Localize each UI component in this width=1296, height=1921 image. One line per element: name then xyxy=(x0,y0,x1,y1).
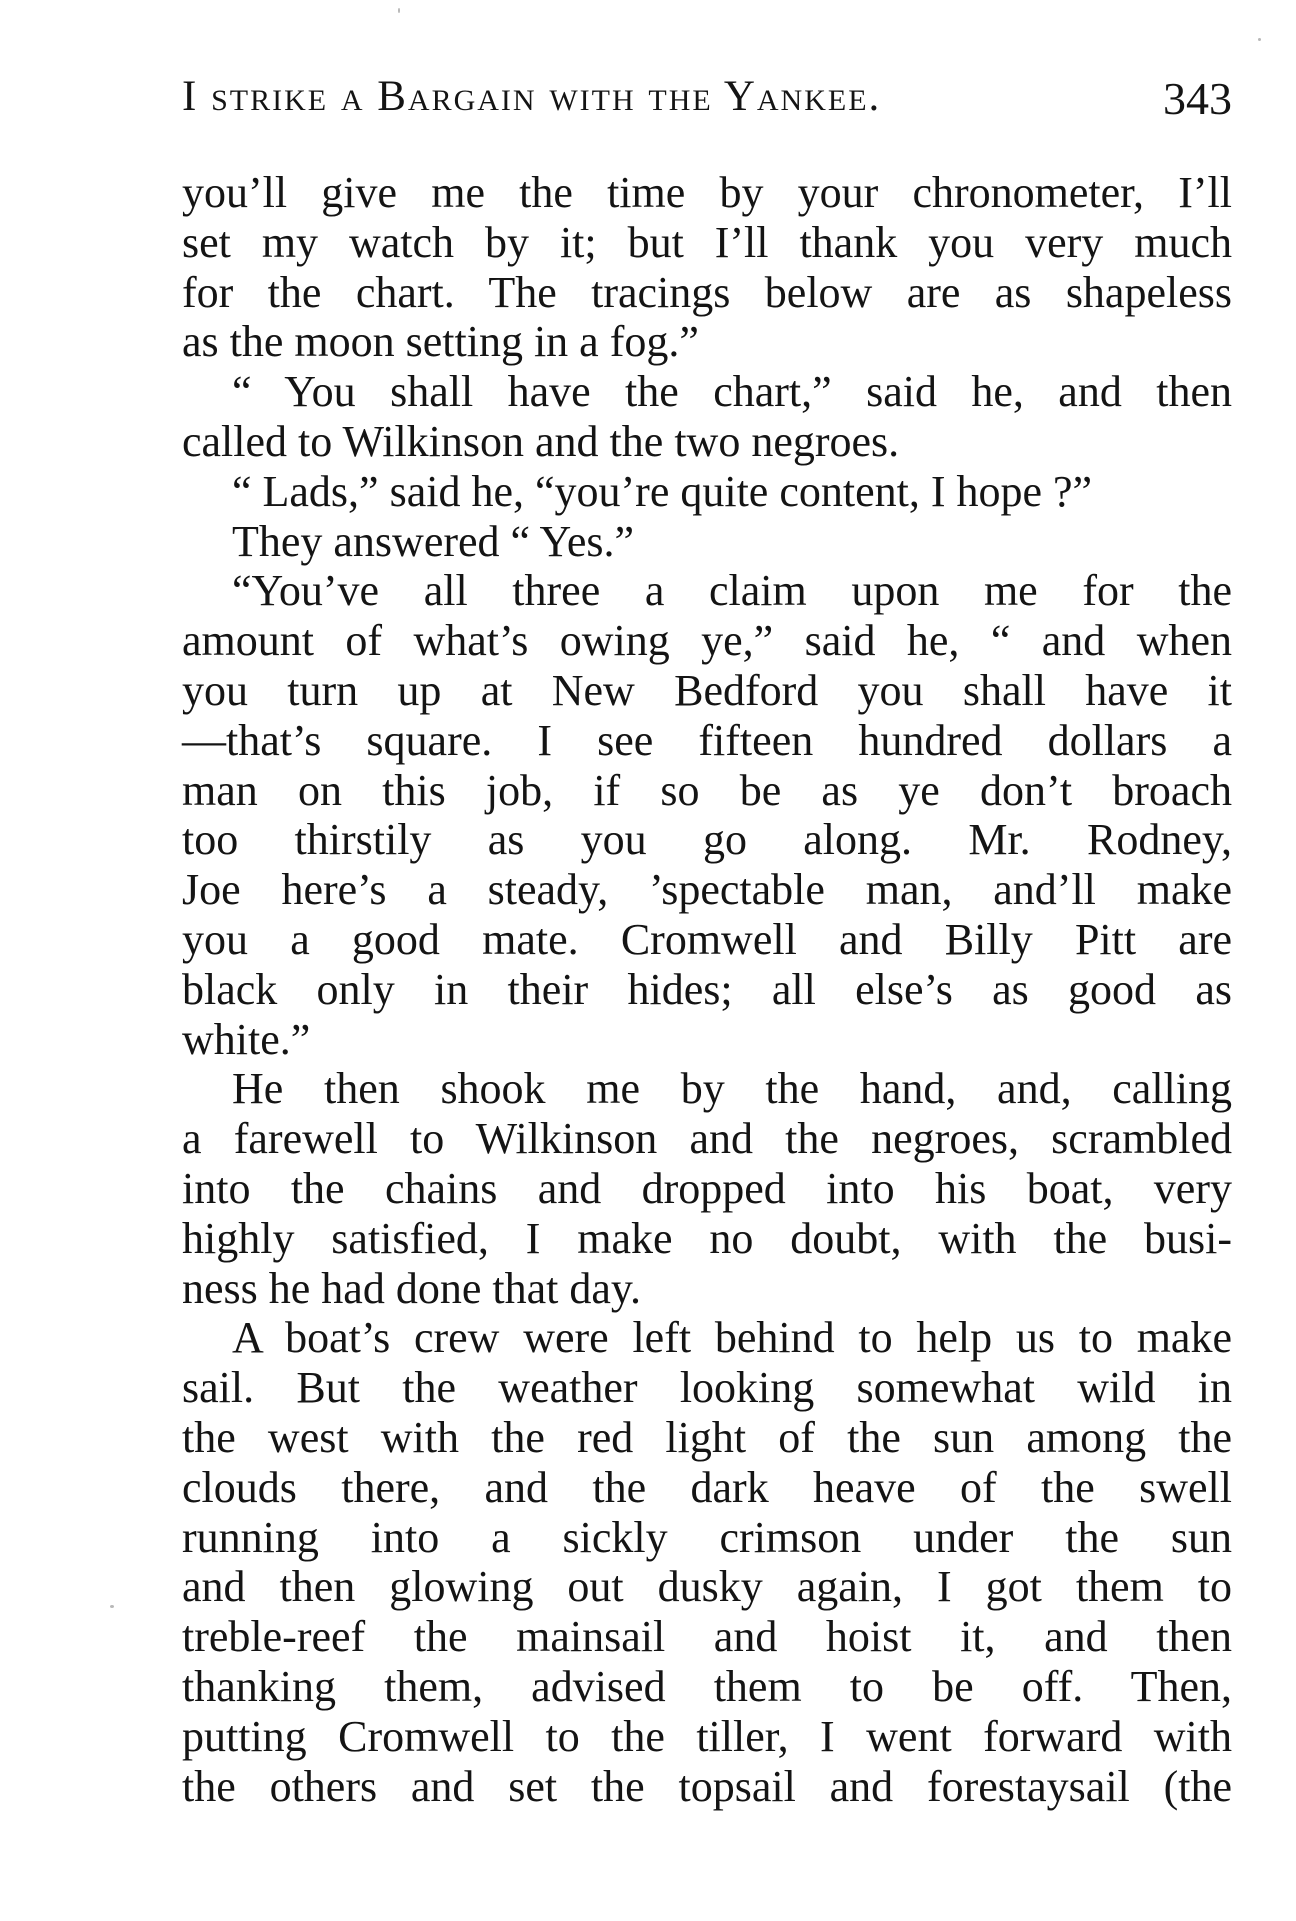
text-line: “ Lads,” said he, “you’re quite content, I hope ?” xyxy=(232,466,1093,516)
text-line: set my watch by it; but I’ll thank you very much xyxy=(182,217,1232,267)
paper-speck xyxy=(1258,38,1261,41)
text-line: the others and set the topsail and forestaysail (the xyxy=(182,1761,1232,1811)
paper-speck xyxy=(398,8,400,13)
text-line: you a good mate. Cromwell and Billy Pitt are xyxy=(182,914,1232,964)
text-line: black only in their hides; all else’s as good as xyxy=(182,964,1232,1014)
text-line: running into a sickly crimson under the sun xyxy=(182,1512,1232,1562)
text-line: for the chart. The tracings below are as shapeless xyxy=(182,267,1232,317)
text-line: you turn up at New Bedford you shall have it xyxy=(182,665,1232,715)
text-line: —that’s square. I see fifteen hundred dollars a xyxy=(182,715,1232,765)
text-line: thanking them, advised them to be off. Then, xyxy=(182,1661,1232,1711)
text-line: the west with the red light of the sun among the xyxy=(182,1412,1232,1462)
text-line: man on this job, if so be as ye don’t broach xyxy=(182,765,1232,815)
text-line: amount of what’s owing ye,” said he, “ and when xyxy=(182,616,1232,666)
text-line: “You’ve all three a claim upon me for the xyxy=(232,566,1232,616)
text-line: as the moon setting in a fog.” xyxy=(182,317,699,367)
text-line: treble-reef the mainsail and hoist it, and then xyxy=(182,1612,1232,1662)
body-text xyxy=(182,168,1232,1811)
text-line: A boat’s crew were left behind to help us to make xyxy=(232,1313,1232,1363)
text-line: into the chains and dropped into his boat, very xyxy=(182,1163,1232,1213)
text-line: and then glowing out dusky again, I got them to xyxy=(182,1562,1232,1612)
text-line: called to Wilkinson and the two negroes. xyxy=(182,416,900,466)
text-line: a farewell to Wilkinson and the negroes, scrambled xyxy=(182,1114,1232,1164)
running-head: I strike a Bargain with the Yankee. xyxy=(182,73,882,120)
page-number: 343 xyxy=(1163,73,1232,124)
text-line: They answered “ Yes.” xyxy=(232,516,634,566)
text-line: Joe here’s a steady, ’spectable man, and’ll make xyxy=(182,865,1232,915)
text-line: highly satisfied, I make no doubt, with the busi- xyxy=(182,1213,1232,1263)
text-line: “ You shall have the chart,” said he, and then xyxy=(232,367,1232,417)
text-line: sail. But the weather looking somewhat wild in xyxy=(182,1363,1232,1413)
text-line: ness he had done that day. xyxy=(182,1263,642,1313)
text-line: clouds there, and the dark heave of the swell xyxy=(182,1462,1232,1512)
paper-speck xyxy=(110,1605,114,1608)
text-line: white.” xyxy=(182,1014,311,1064)
text-line: He then shook me by the hand, and, calling xyxy=(232,1064,1232,1114)
text-line: putting Cromwell to the tiller, I went forward with xyxy=(182,1711,1232,1761)
page-header xyxy=(182,72,1232,132)
text-line: you’ll give me the time by your chronometer, I’ll xyxy=(182,168,1232,217)
text-line: too thirstily as you go along. Mr. Rodney, xyxy=(182,815,1232,865)
